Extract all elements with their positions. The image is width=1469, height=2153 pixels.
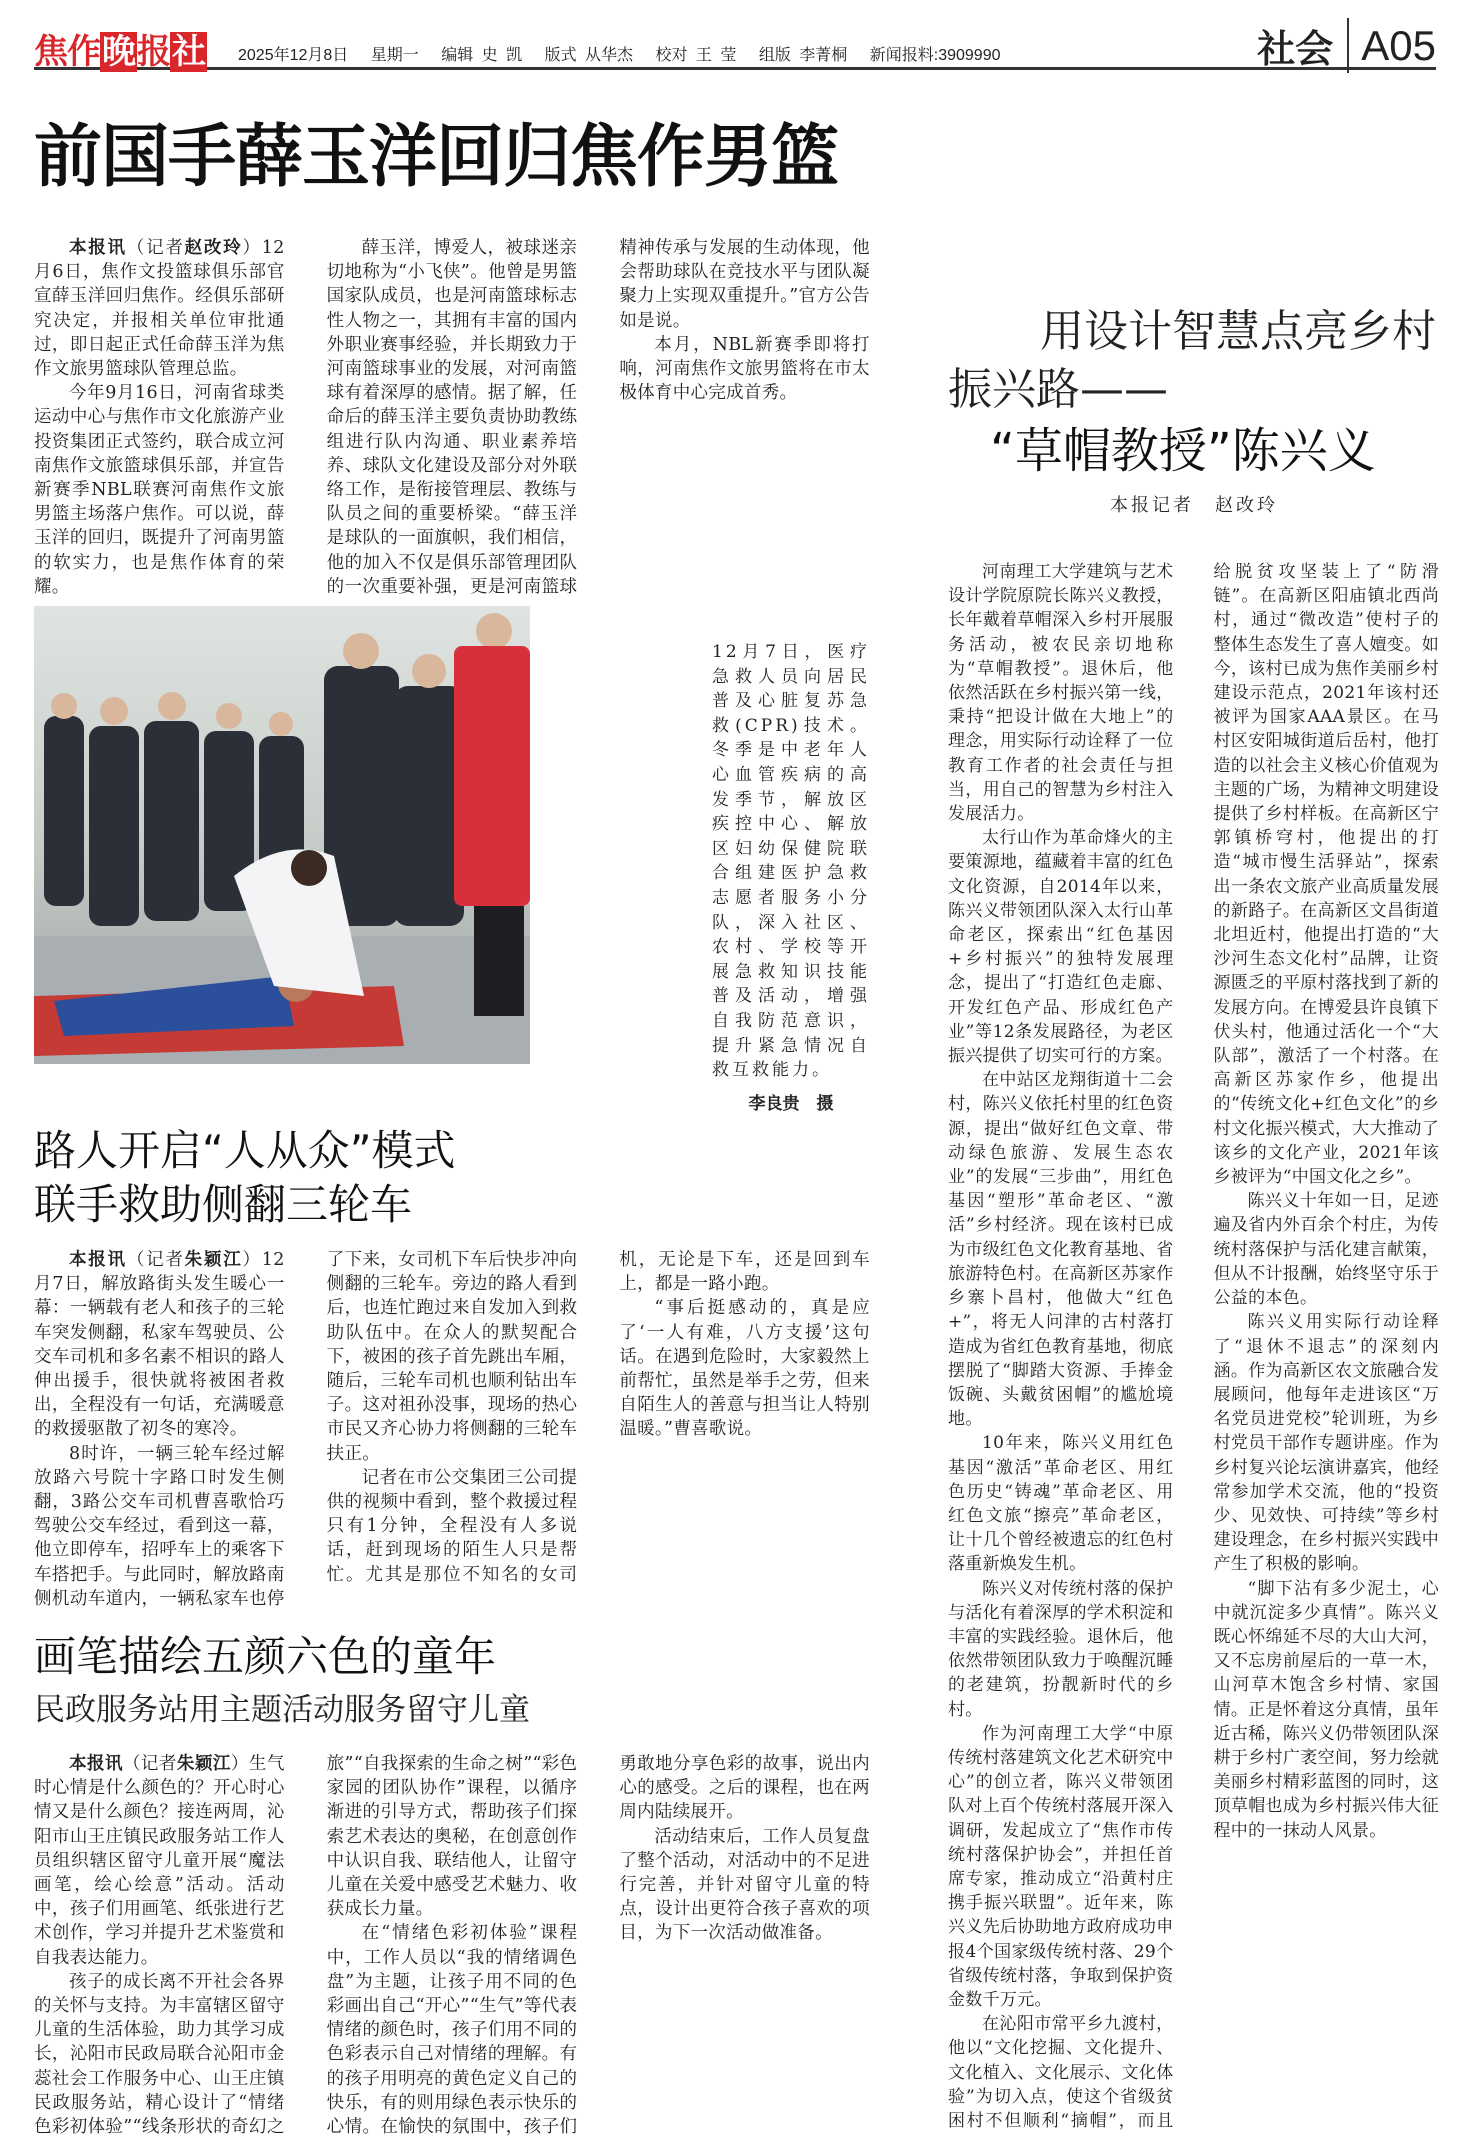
news-hotline: 新闻报料:3909990	[869, 47, 1001, 64]
article-paragraph: 太行山作为革命烽火的主要策源地，蕴藏着丰富的红色文化资源，自2014年以来，陈兴义带领团队深入太行山革命老区，探索出“红色基因+乡村振兴”的独特发展理念，提出了“打造红色走廊、开发红色产品、形成红色产业”等12条发展路径，为老区振兴提供了切实可行的方案。	[948, 828, 1174, 1067]
article-paragraph: 活动结束后，工作人员复盘了整个活动，对活动中的不足进行完善，并针对留守儿童的特点，设计出更符合孩子喜欢的项目，为下一次活动做准备。	[619, 1826, 870, 1944]
section-name: 社会	[1257, 18, 1349, 73]
photo-caption: 12月7日，医疗急救人员向居民普及心脏复苏急救(CPR)技术。冬季是中老年人心血管疾病的高发季节，解放区疾控中心、解放区妇幼保健院联合组建医护急救志愿者服务小分队，深入社区、农村、学校等开展急救知识技能普及活动，增强自我防范意识，提升紧急情况自救互救能力。	[712, 642, 870, 1081]
article-paragraph: 本月，NBL新赛季即将打响，河南焦作文旅男篮将在市太极体育中心完成首秀。	[619, 334, 870, 404]
photo-caption-block	[712, 640, 870, 1114]
newspaper-logo	[34, 24, 207, 73]
issue-date: 2025年12月8日	[238, 47, 349, 64]
reporter-close: ）	[242, 238, 262, 258]
article-paragraph: 陈兴义用实际行动诠释了“退休不退志”的深刻内涵。作为高新区农文旅融合发展顾问，他每年走进该区“万名党员进党校”轮训班，为乡村党员干部作专题讲座。作为乡村复兴论坛演讲嘉宾，他经常参加学术交流，他的“投资少、见效快、可持续”等乡村建设理念，在乡村振兴实践中产生了积极的影响。	[1213, 1312, 1439, 1575]
article4-headline-line3: “草帽教授”陈兴义	[990, 423, 1376, 479]
article-paragraph: 8时许，一辆三轮车经过解放路六号院十字路口时发生侧翻，3路公交车司机曹喜歌恰巧驾驶公交车经过，看到这一幕，他立即停车，招呼车上的乘客下车搭把手。与此同时，解放路南侧机动车道内，一辆私家车也停了下来，女司机下车后快步冲向侧翻的三轮车。旁边的路人看到后，也连忙跑过来自发加入到救助队伍中。在众人的默契配合下，被困的孩子首先跳出车厢，随后，三轮车司机也顺利钻出车子。这对祖孙没事，现场的热心市民又齐心协力将侧翻的三轮车扶正。	[34, 1250, 578, 1609]
news-photo-cpr-training	[34, 606, 530, 1064]
article2-headline-line1: 路人开启“人从众”模式	[34, 1126, 456, 1175]
article-paragraph: 陈兴义十年如一日，足迹遍及省内外百余个村庄，为传统村落保护与活化建言献策，但从不计报酬，始终坚守乐于公益的本色。	[1213, 1191, 1439, 1309]
paragraph-text: 12月6日，焦作文投篮球俱乐部官宣薛玉洋回归焦作。经俱乐部研究决定，并报相关单位审批通过，即日起正式任命薛玉洋为焦作文旅男篮球队管理总监。	[34, 238, 285, 380]
article1-headline: 前国手薛玉洋回归焦作男篮	[34, 118, 839, 197]
reporter-open: （记者	[126, 238, 185, 258]
article1-body	[34, 236, 870, 600]
reporter-close: ）	[230, 1754, 249, 1774]
compositor: 组版 李菁桐	[758, 47, 848, 64]
article-paragraph	[34, 1752, 285, 1970]
article3-headline: 画笔描绘五颜六色的童年	[34, 1632, 497, 1681]
paragraph-text: 12月7日，解放路街头发生暖心一幕：一辆载有老人和孩子的三轮车突发侧翻，私家车驾驶员、公交车司机和多名素不相识的路人伸出援手，很快就将被困者救出，全程没有一句话，充满暖意的救援驱散了初冬的寒冷。	[34, 1250, 285, 1440]
article2-body	[34, 1248, 870, 1615]
layout-credit: 版式 从华杰	[544, 47, 634, 64]
article4-byline: 本报记者 赵改玲	[1110, 495, 1278, 516]
reporter-name: 赵改玲	[184, 238, 243, 258]
masthead	[34, 22, 1436, 70]
paragraph-text: 生气时心情是什么颜色的？开心时心情又是什么颜色？接连两周，沁阳市山王庄镇民政服务站工作人员组织辖区留守儿童开展“魔法画笔，绘心绘意”活动。活动中，孩子们用画笔、纸张进行艺术创作，学习并提升艺术鉴赏和自我表达能力。	[34, 1754, 285, 1968]
article-paragraph	[34, 1248, 285, 1442]
article-paragraph: 在沁阳市常平乡九渡村，他以“文化挖掘、文化提升、文化植入、文化展示、文化体验”为切入点，使这个省级贫困村不但顺利“摘帽”，而且给脱贫攻坚装上了“防滑链”。在高新区阳庙镇北西尚村，通过“微改造”使村子的整体生态发生了喜人嬗变。如今，该村已成为焦作美丽乡村建设示范点，2021年该村还被评为国家AAA景区。在马村区安阳城街道后岳村，他打造的以社会主义核心价值观为主题的广场，为精神文明建设提供了乡村样板。在高新区宁郭镇桥穹村，他提出的打造“城市慢生活驿站”，探索出一条农文旅产业高质量发展的新路子。在高新区文昌街道北坦近村，他提出打造的“大沙河生态文化村”品牌，让资源匮乏的平原村落找到了新的发展方向。在博爱县许良镇下伏头村，他通过活化一个“大队部”，激活了一个村落。在高新区苏家作乡，他提出的“传统文化+红色文化”的乡村文化振兴模式，大大推动了该乡的文化产业，2021年该乡被评为“中国文化之乡”。	[948, 562, 1439, 2131]
article4-headline-line1: 用设计智慧点亮乡村	[1040, 306, 1436, 357]
article2-headline-line2: 联手救助侧翻三轮车	[34, 1180, 413, 1229]
article-paragraph: 今年9月16日，河南省球类运动中心与焦作市文化旅游产业投资集团正式签约，联合成立河南焦作文旅篮球俱乐部，并宣告新赛季NBL联赛河南焦作文旅男篮主场落户焦作。可以说，薛玉洋的回归，既提升了河南男篮的软实力，也是焦作体育的荣耀。	[34, 383, 285, 597]
article-paragraph: 薛玉洋，博爱人，被球迷亲切地称为“小飞侠”。他曾是男篮国家队成员，也是河南篮球标志性人物之一，其拥有丰富的国内外职业赛事经验，并长期致力于河南篮球事业的发展，对河南篮球有着深厚的感情。据了解，任命后的薛玉洋主要负责协助教练组进行队内沟通、职业素养培养、球队文化建设及部分对外联络工作，是衔接管理层、教练与队员之间的重要桥梁。“薛玉洋是球队的一面旗帜，我们相信，他的加入不仅是俱乐部管理团队的一次重要补强，更是河南篮球精神传承与发展的生动体现，他会帮助球队在竞技水平与团队凝聚力上实现双重提升。”官方公告如是说。	[326, 238, 870, 597]
issue-info	[238, 42, 1015, 65]
issue-weekday: 星期一	[370, 47, 419, 64]
article4-body	[948, 560, 1439, 2148]
page-number: A05	[1361, 21, 1436, 69]
article-paragraph: 孩子的成长离不开社会各界的关怀与支持。为丰富辖区留守儿童的生活体验，助力其学习成长，沁阳市民政局联合沁阳市金蕊社会工作服务中心、山王庄镇民政服务站，精心设计了“情绪色彩初体验”“线条形状的奇幻之旅”“自我探索的生命之树”“彩色家园的团队协作”课程，以循序渐进的引导方式，帮助孩子们探索艺术表达的奥秘，在创意创作中认识自我、联结他人，让留守儿童在关爱中感受艺术魅力、收获成长力量。	[34, 1754, 578, 2138]
article-paragraph: “事后挺感动的，真是应了‘一人有难，八方支援’这句话。在遇到危险时，大家毅然上前帮忙，虽然是举手之劳，但来自陌生人的善意与担当让人特别温暖。”曹喜歌说。	[619, 1298, 870, 1440]
logo-text: 焦作	[34, 32, 100, 72]
article-paragraph	[34, 236, 285, 381]
article4-headline-line2: 振兴路——	[948, 364, 1168, 415]
reporter-close: ）	[242, 1250, 262, 1270]
reporter-name: 朱颖江	[184, 1250, 243, 1270]
logo-box: 晚	[102, 32, 135, 72]
article-paragraph: “脚下沾有多少泥土，心中就沉淀多少真情”。陈兴义既心怀绵延不尽的大山大河，又不忘房前屋后的一草一木，山河草木饱含乡村情、家国情。正是怀着这分真情，虽年近古稀，陈兴义仍带领团队深耕于乡村广袤空间，努力绘就美丽乡村精彩蓝图的同时，这顶草帽也成为乡村振兴伟大征程中的一抹动人风景。	[1213, 1578, 1439, 1841]
reporter-open: （记者	[126, 1250, 185, 1270]
article-paragraph: 在“情绪色彩初体验”课程中，工作人员以“我的情绪调色盘”为主题，让孩子用不同的色彩画出自己“开心”“生气”等代表情绪的颜色时，孩子们用不同的色彩表示自己对情绪的理解。有的孩子用明亮的黄色定义自己的快乐，有的则用绿色表示快乐的心情。在愉快的氛围中，孩子们勇敢地分享色彩的故事，说出内心的感受。之后的课程，也在两周内陆续展开。	[326, 1754, 870, 2138]
lead-label: 本报讯	[69, 1250, 127, 1270]
editor: 编辑 史 凯	[441, 47, 523, 64]
logo-text: 报	[137, 32, 170, 72]
logo-box: 社	[172, 32, 205, 72]
reporter-name: 朱颖江	[176, 1754, 231, 1774]
section-label	[1257, 18, 1436, 73]
article-paragraph: 作为河南理工大学“中原传统村落建筑文化艺术研究中心”的创立者，陈兴义带领团队对上百个传统村落展开深入调研，发起成立了“焦作市传统村落保护协会”，并担任首席专家，推动成立“沿黄村庄携手振兴联盟”。近年来，陈兴义先后协助地方政府成功申报4个国家级传统村落、29个省级传统村落，争取到保护资金数千万元。	[948, 1723, 1174, 2010]
article-paragraph: 陈兴义对传统村落的保护与活化有着深厚的学术积淀和丰富的实践经验。退休后，他依然带领团队致力于唤醒沉睡的老建筑，扮靓新时代的乡村。	[948, 1578, 1174, 1720]
reporter-open: （记者	[122, 1754, 177, 1774]
lead-label: 本报讯	[69, 238, 127, 258]
article-paragraph: 河南理工大学建筑与艺术设计学院原院长陈兴义教授，长年戴着草帽深入乡村开展服务活动，被农民亲切地称为“草帽教授”。退休后，他依然活跃在乡村振兴第一线，秉持“把设计做在大地上”的理念，用实际行动诠释了一位教育工作者的社会责任与担当，用自己的智慧为乡村注入发展活力。	[948, 562, 1174, 825]
article3-subheadline: 民政服务站用主题活动服务留守儿童	[34, 1692, 530, 1728]
article-paragraph: 记者在市公交集团三公司提供的视频中看到，整个救援过程只有1分钟，全程没有人多说话，赶到现场的陌生人只是帮忙。尤其是那位不知名的女司机，无论是下车，还是回到车上，都是一路小跑。	[326, 1250, 870, 1585]
proofreader: 校对 王 莹	[655, 47, 737, 64]
article-paragraph: 10年来，陈兴义用红色基因“激活”革命老区、用红色历史“铸魂”革命老区、用红色文旅“擦亮”革命老区，让十几个曾经被遗忘的红色村落重新焕发生机。	[948, 1433, 1174, 1575]
photo-credit: 李良贵 摄	[748, 1093, 834, 1114]
lead-label: 本报讯	[69, 1754, 123, 1774]
article3-body	[34, 1752, 870, 2144]
article-paragraph: 在中站区龙翔街道十二会村，陈兴义依托村里的红色资源，提出“做好红色文章、带动绿色旅游、发展生态农业”的发展“三步曲”，用红色基因“塑形”革命老区、“激活”乡村经济。现在该村已成为市级红色文化教育基地、省旅游特色村。在高新区苏家作乡寨卜昌村，他做大“红色+”，将无人问津的古村落打造成为省红色教育基地，彻底摆脱了“脚踏大资源、手捧金饭碗、头戴贫困帽”的尴尬境地。	[948, 1070, 1174, 1430]
